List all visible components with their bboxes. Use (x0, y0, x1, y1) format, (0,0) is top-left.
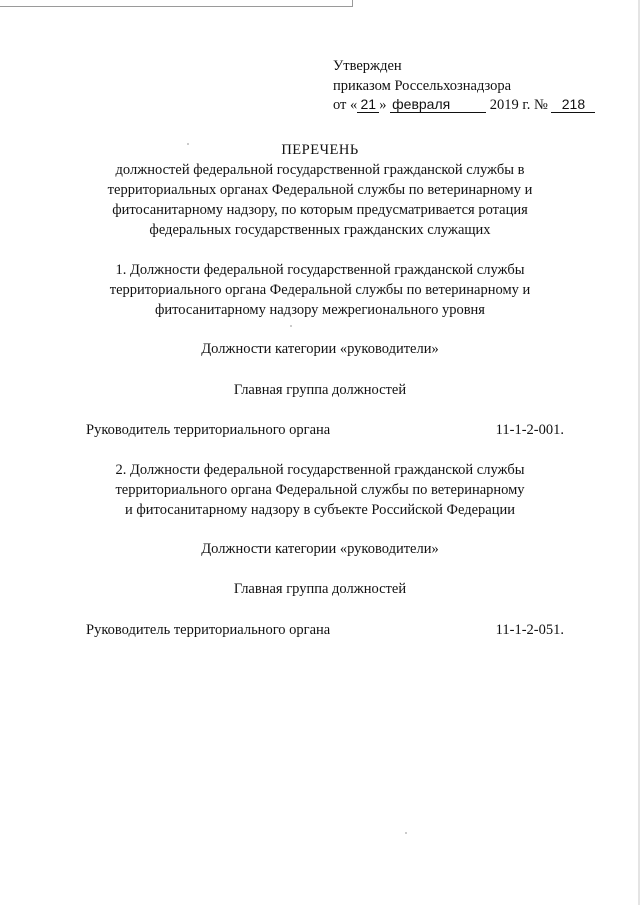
subtitle-line: федеральных государственных гражданских служащих (149, 222, 491, 238)
section-2-category: Должности категории «руководители» (201, 541, 439, 557)
document-title: ПЕРЕЧЕНЬ (281, 142, 359, 158)
section-heading-line: территориального органа Федеральной службы по ветеринарному и (109, 282, 531, 298)
section-2-position-row (86, 620, 564, 640)
scan-artifact-tick (352, 0, 353, 7)
section-1-group: Главная группа должностей (233, 382, 407, 398)
approval-year: 2019 г. № (489, 97, 548, 113)
section-1-position-row (86, 420, 564, 440)
position-code: 11-1-2-001. (495, 422, 564, 438)
subtitle-line: территориальных органах Федеральной службы по ветеринарному и (107, 182, 533, 198)
scan-artifact-line (0, 6, 352, 7)
section-1-heading (60, 260, 580, 320)
subtitle-line: фитосанитарному надзору, по которым предусматривается ротация (112, 202, 528, 218)
section-2-heading (60, 460, 580, 520)
approval-stamp (333, 57, 595, 116)
subtitle-line: должностей федеральной государственной гражданской службы в (115, 162, 525, 178)
approval-number: 218 (551, 97, 595, 113)
date-prefix: от « (333, 97, 358, 113)
date-mid: » (379, 97, 387, 113)
approval-date-line (333, 96, 595, 116)
scan-speck (290, 325, 292, 327)
approval-month: февраля (390, 97, 486, 113)
section-heading-line: фитосанитарному надзору межрегионального уровня (155, 302, 485, 318)
section-heading-line: территориального органа Федеральной службы по ветеринарному (115, 482, 525, 498)
section-heading-line: 1. Должности федеральной государственной гражданской службы (115, 262, 525, 278)
section-1-category: Должности категории «руководители» (201, 341, 439, 357)
approval-line-2: приказом Россельхознадзора (333, 77, 512, 94)
scan-speck (405, 832, 407, 834)
document-subtitle (60, 160, 580, 240)
section-heading-line: 2. Должности федеральной государственной гражданской службы (115, 462, 525, 478)
approval-line-1: Утвержден (333, 58, 402, 74)
position-title: Руководитель территориального органа (86, 422, 331, 438)
approval-day: 21 (357, 97, 379, 113)
position-code: 11-1-2-051. (495, 622, 564, 638)
section-heading-line: и фитосанитарному надзору в субъекте Российской Федерации (125, 502, 515, 518)
position-title: Руководитель территориального органа (86, 622, 331, 638)
section-2-group: Главная группа должностей (233, 581, 407, 597)
